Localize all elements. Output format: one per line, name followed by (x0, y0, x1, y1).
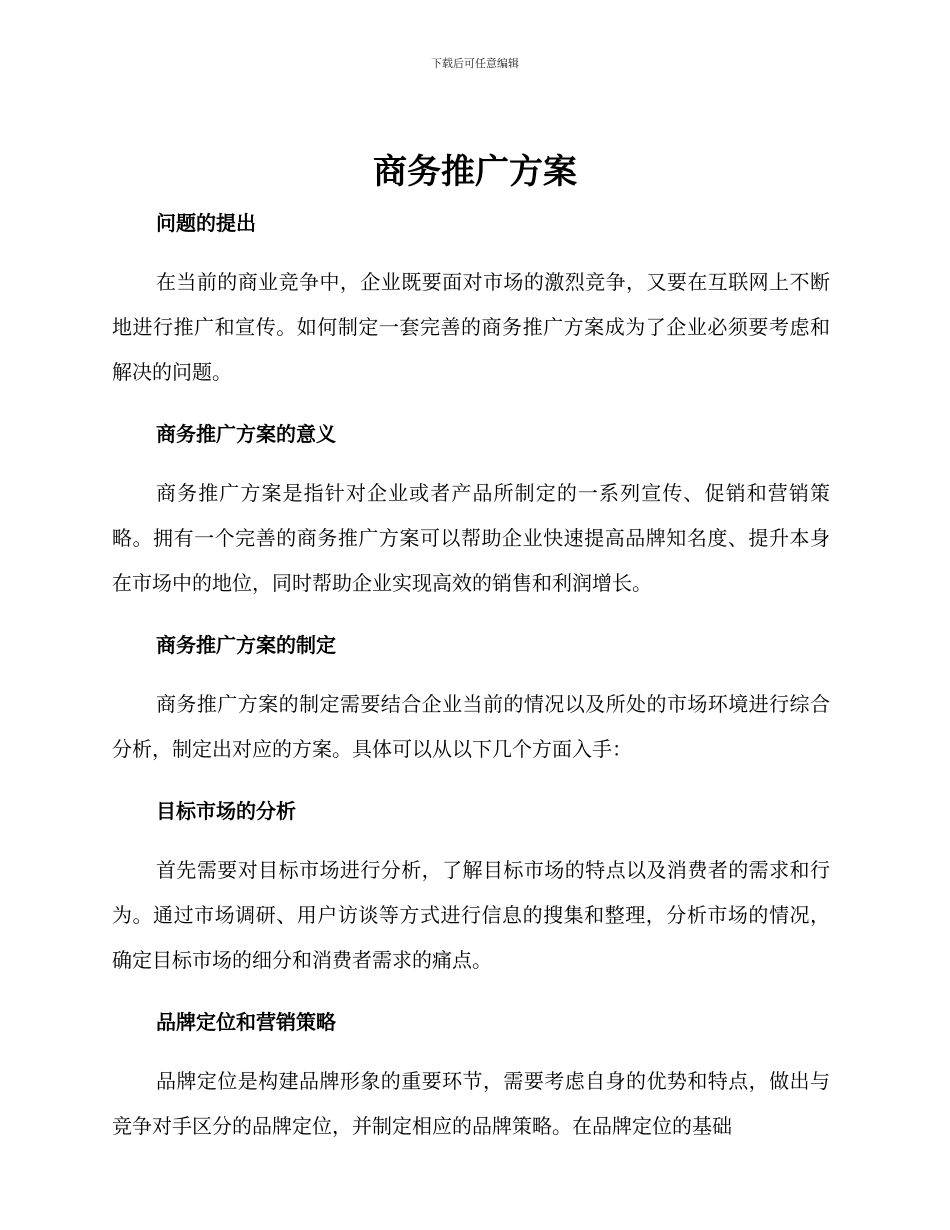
section-heading-formulation: 商务推广方案的制定 (156, 633, 336, 657)
section-heading-significance: 商务推广方案的意义 (156, 422, 336, 446)
header-note: 下载后可任意编辑 (431, 57, 519, 70)
section-body-target-market: 首先需要对目标市场进行分析，了解目标市场的特点以及消费者的需求和行为。通过市场调研、用户访谈等方式进行信息的搜集和整理，分析市场的情况，确定目标市场的细分和消费者需求的痛点。 (112, 858, 830, 972)
section-body-formulation: 商务推广方案的制定需要结合企业当前的情况以及所处的市场环境进行综合分析，制定出对应的方案。具体可以从以下几个方面入手： (112, 692, 830, 761)
document-title: 商务推广方案 (373, 152, 577, 192)
section-body-problem: 在当前的商业竞争中，企业既要面对市场的激烈竞争，又要在互联网上不断地进行推广和宣传。如何制定一套完善的商务推广方案成为了企业必须要考虑和解决的问题。 (112, 270, 830, 384)
section-heading-target-market: 目标市场的分析 (156, 799, 296, 823)
section-body-brand-positioning: 品牌定位是构建品牌形象的重要环节，需要考虑自身的优势和特点，做出与竞争对手区分的品牌定位，并制定相应的品牌策略。在品牌定位的基础 (112, 1069, 830, 1138)
section-body-significance: 商务推广方案是指针对企业或者产品所制定的一系列宣传、促销和营销策略。拥有一个完善的商务推广方案可以帮助企业快速提高品牌知名度、提升本身在市场中的地位，同时帮助企业实现高效的销售和利润增长。 (112, 481, 830, 595)
section-heading-brand-positioning: 品牌定位和营销策略 (156, 1010, 336, 1034)
section-heading-problem: 问题的提出 (156, 211, 256, 235)
document-body (112, 200, 830, 1165)
